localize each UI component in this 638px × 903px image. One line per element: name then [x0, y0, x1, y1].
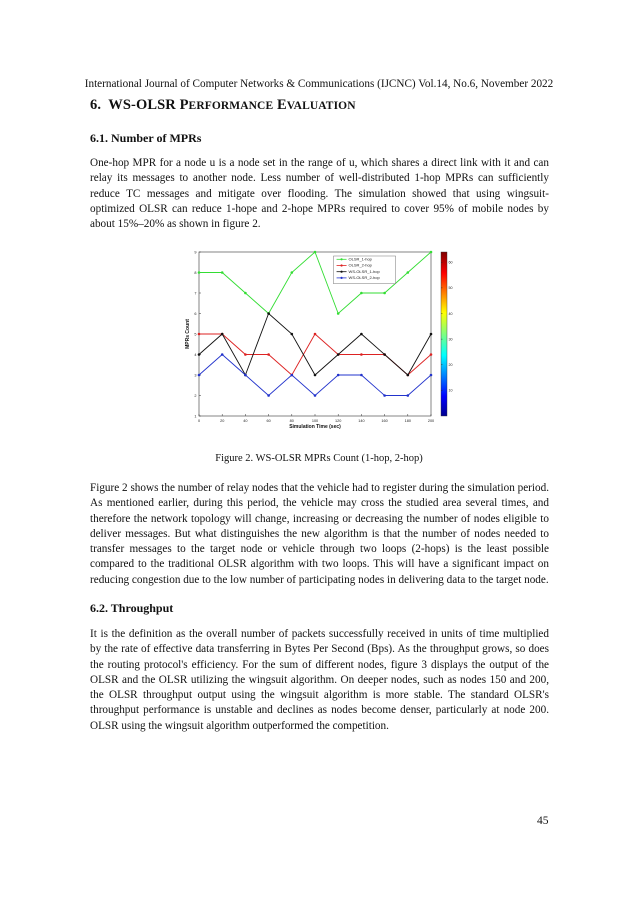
x-tick-label: 160 — [381, 419, 388, 423]
data-point-WS-OLSR_1-hop — [430, 333, 433, 336]
y-tick-label: 4 — [194, 352, 197, 357]
y-tick-label: 6 — [194, 311, 197, 316]
colorbar-tick-label: 10 — [448, 388, 453, 393]
legend-label: OLSR_1-hop — [348, 256, 372, 262]
data-point-OLSR_1-hop — [337, 312, 340, 315]
x-tick-label: 60 — [266, 419, 271, 423]
data-point-WS-OLSR_2-hop — [407, 394, 410, 397]
data-point-WS-OLSR_1-hop — [221, 333, 224, 336]
section-title — [90, 97, 356, 114]
y-tick-label: 3 — [194, 373, 197, 378]
y-tick-label: 8 — [194, 270, 197, 275]
y-tick-label: 9 — [194, 250, 197, 255]
legend-label: OLSR_2-hop — [348, 262, 372, 268]
data-point-WS-OLSR_1-hop — [383, 353, 386, 356]
mprs-line-chart — [185, 246, 455, 431]
data-point-WS-OLSR_2-hop — [267, 394, 270, 397]
subsection-title-mprs: 6.1. Number of MPRs — [90, 131, 202, 145]
data-point-WS-OLSR_1-hop — [314, 374, 317, 377]
y-tick-label: 2 — [194, 393, 197, 398]
paragraph-figure-discussion: Figure 2 shows the number of relay nodes that the vehicle had to register during the simulation period. As mentioned earlier, during this period, the vehicle may cross the studied area several times, and therefore the network topology will change, increasing or decreasing the number of nodes eligible to deliver messages. But what distinguishes the new algorithm is that the number of nodes needed to transfer messages to the target node or vehicle through two loops (2-hops) is the least possible compared to the traditional OLSR algorithm with two loops. This will have a significant impact on reducing congestion due to the low number of participating nodes in delivering data to the target node. — [90, 482, 549, 586]
legend-marker — [340, 264, 342, 266]
legend-marker — [340, 258, 342, 260]
data-point-WS-OLSR_1-hop — [267, 312, 270, 315]
data-point-WS-OLSR_2-hop — [244, 374, 247, 377]
colorbar-tick-label: 20 — [448, 363, 453, 368]
subsection-title-throughput: 6.2. Throughput — [90, 601, 174, 615]
figure-2-caption: Figure 2. WS-OLSR MPRs Count (1-hop, 2-hop) — [215, 453, 423, 464]
x-tick-label: 0 — [197, 419, 201, 423]
x-tick-label: 140 — [358, 419, 365, 423]
colorbar-tick-label: 60 — [448, 260, 453, 265]
running-head: International Journal of Computer Networks & Communications (IJCNC) Vol.14, No.6, November 2022 — [84, 78, 554, 90]
data-point-OLSR_1-hop — [314, 251, 317, 254]
data-point-OLSR_1-hop — [360, 292, 363, 295]
data-point-OLSR_1-hop — [291, 271, 294, 274]
paragraph-throughput: It is the definition as the overall number of packets successfully received in units of time multiplied by the rate of effective data transferring in Bytes Per Second (Bps). As the throughput grows, so does the routing protocol's efficiency. For the sum of different nodes, figure 3 displays the output of the OLSR and the OLSR utilizing the wingsuit algorithm. On deeper nodes, such as nodes 150 and 200, the OLSR throughput output using the wingsuit algorithm is more stable. The standard OLSR's throughput performance is unstable and declines as nodes become denser, particularly at node 200. OLSR using the wingsuit algorithm outperformed the competition. — [90, 628, 549, 732]
section-title-part2: ERFORMANCE — [188, 100, 274, 112]
data-point-OLSR_2-hop — [244, 353, 247, 356]
x-tick-label: 80 — [289, 419, 294, 423]
data-point-WS-OLSR_2-hop — [221, 353, 224, 356]
x-tick-label: 100 — [311, 419, 319, 423]
data-point-OLSR_2-hop — [267, 353, 270, 356]
section-title-part4: VALUATION — [286, 100, 356, 112]
data-point-WS-OLSR_1-hop — [360, 333, 363, 336]
data-point-WS-OLSR_1-hop — [198, 353, 201, 356]
page-number: 45 — [537, 815, 549, 827]
paragraph-mprs: One-hop MPR for a node u is a node set in the range of u, which shares a direct link with it and can relay its messages to another node. Less number of well-distributed 1-hop MPRs can sufficiently reduce TC messages and mitigate over flooding. The simulation showed that using wingsuit-optimized OLSR can reduce 1-hope and 2-hope MPRs required to cover 95% of mobile nodes by about 15%–20% as shown in figure 2. — [90, 157, 549, 231]
section-title-part3: E — [273, 97, 287, 113]
data-point-OLSR_2-hop — [360, 353, 363, 356]
colorbar — [441, 252, 447, 416]
y-tick-label: 1 — [194, 414, 197, 419]
x-tick-label: 120 — [335, 419, 342, 423]
colorbar-tick-label: 40 — [448, 311, 453, 316]
data-point-WS-OLSR_1-hop — [337, 353, 340, 356]
section-number: 6. — [90, 97, 102, 113]
y-tick-label: 7 — [194, 291, 197, 296]
data-point-OLSR_2-hop — [314, 333, 317, 336]
legend-label: WS-OLSR_1-hop — [348, 268, 380, 274]
data-point-OLSR_1-hop — [198, 271, 201, 274]
data-point-WS-OLSR_2-hop — [314, 394, 317, 397]
x-axis-label: Simulation Time (sec) — [289, 424, 341, 430]
x-tick-label: 200 — [427, 419, 435, 423]
y-tick-label: 5 — [194, 332, 197, 337]
data-point-OLSR_1-hop — [383, 292, 386, 295]
y-axis-label: MPRs Count — [185, 319, 191, 349]
colorbar-tick-label: 30 — [448, 337, 453, 342]
data-point-WS-OLSR_2-hop — [291, 374, 294, 377]
data-point-OLSR_2-hop — [430, 353, 433, 356]
x-tick-label: 40 — [243, 419, 248, 423]
x-tick-label: 180 — [404, 419, 411, 423]
data-point-WS-OLSR_1-hop — [291, 333, 294, 336]
colorbar-tick-label: 50 — [448, 286, 453, 291]
data-point-WS-OLSR_2-hop — [360, 374, 363, 377]
figure-2-chart — [185, 246, 455, 431]
data-point-OLSR_2-hop — [198, 333, 201, 336]
data-point-WS-OLSR_2-hop — [337, 374, 340, 377]
data-point-WS-OLSR_2-hop — [198, 374, 201, 377]
data-point-OLSR_1-hop — [407, 271, 410, 274]
x-tick-label: 20 — [220, 419, 225, 423]
data-point-OLSR_1-hop — [244, 292, 247, 295]
legend-marker — [340, 277, 342, 279]
data-point-WS-OLSR_2-hop — [383, 394, 386, 397]
data-point-OLSR_1-hop — [430, 251, 433, 254]
legend-label: WS-OLSR_2-hop — [348, 275, 380, 281]
data-point-WS-OLSR_1-hop — [407, 374, 410, 377]
data-point-WS-OLSR_2-hop — [430, 374, 433, 377]
section-title-part1: WS-OLSR P — [108, 97, 189, 113]
legend-marker — [340, 271, 342, 273]
data-point-OLSR_1-hop — [221, 271, 224, 274]
